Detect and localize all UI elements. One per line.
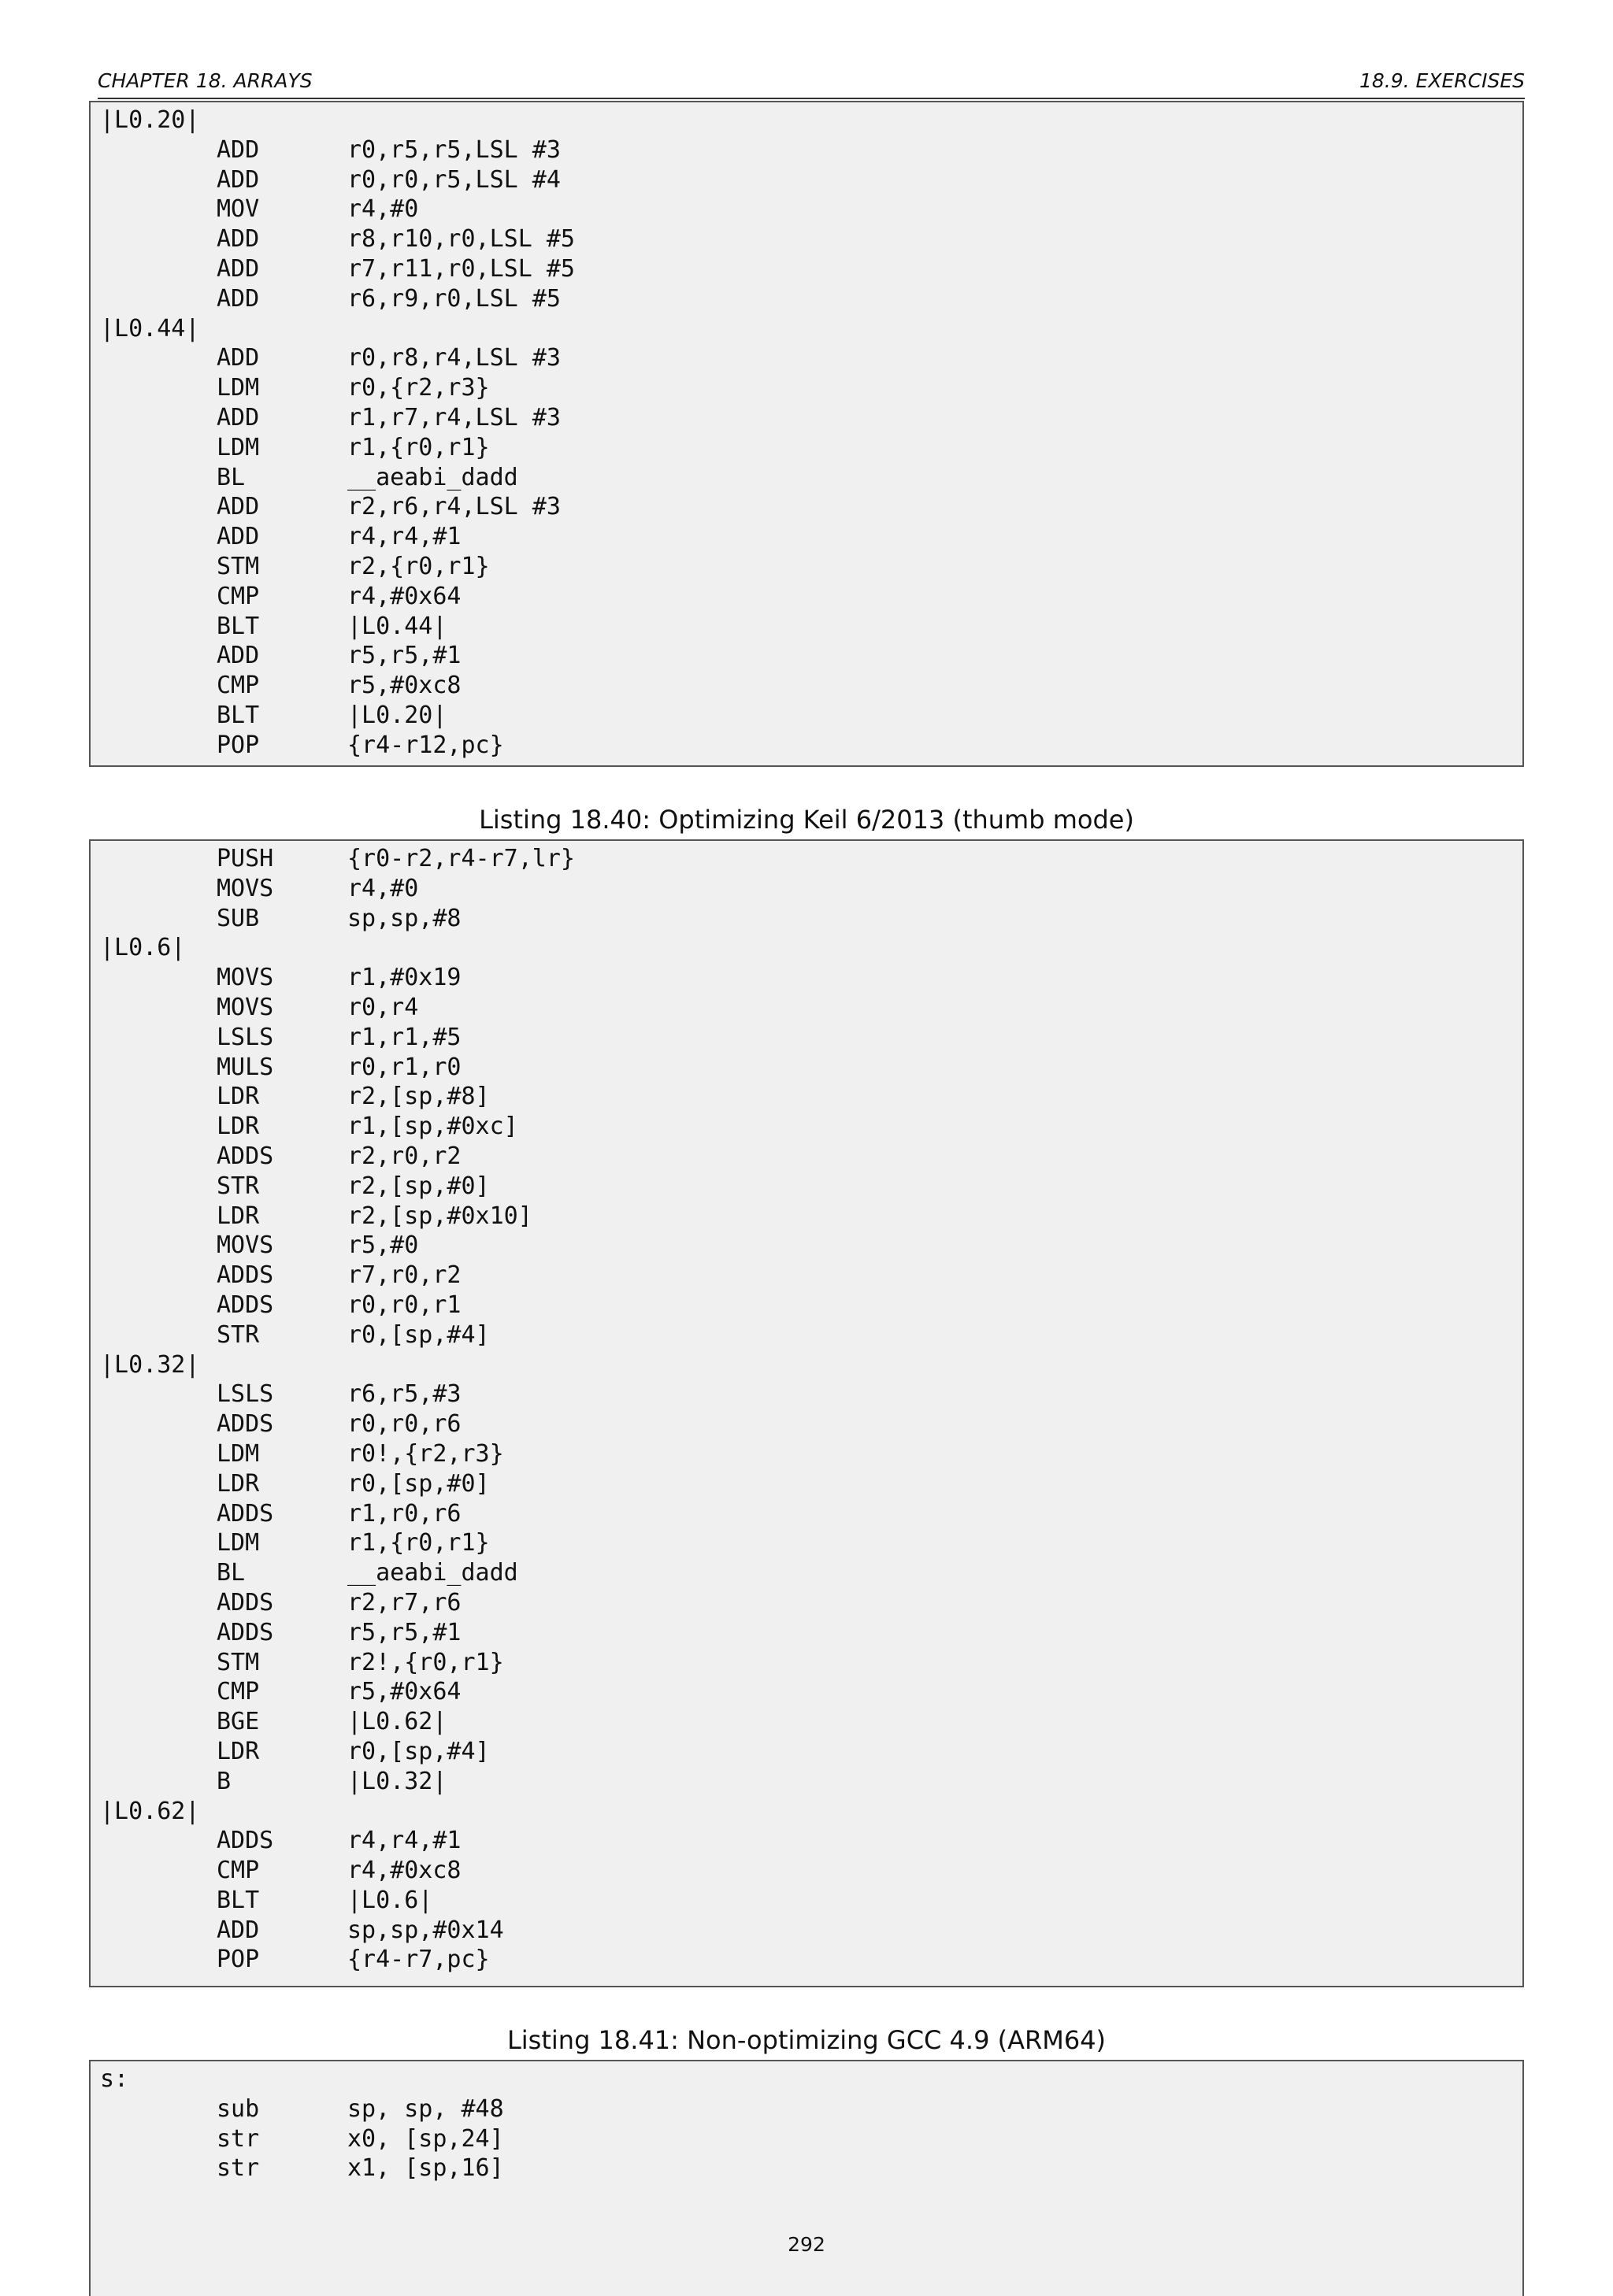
mnemonic: STM	[217, 552, 260, 580]
mnemonic: ADD	[217, 135, 260, 164]
mnemonic: LDR	[217, 1737, 260, 1765]
code-line	[100, 1053, 1522, 1083]
operands: r0,r0,r1	[347, 1291, 462, 1319]
mnemonic: ADDS	[217, 1261, 274, 1290]
mnemonic: CMP	[217, 672, 260, 700]
operands: r5,#0x64	[347, 1678, 462, 1706]
mnemonic: BLT	[217, 612, 260, 640]
mnemonic: STM	[217, 1648, 260, 1676]
code-line	[100, 1261, 1522, 1291]
code-line	[100, 1379, 1522, 1409]
mnemonic: str	[217, 2154, 260, 2183]
mnemonic: LDM	[217, 374, 260, 402]
code-line	[100, 1737, 1522, 1767]
operands: r0,[sp,#4]	[347, 1737, 490, 1765]
code-line	[100, 993, 1522, 1023]
mnemonic: MOVS	[217, 874, 274, 902]
mnemonic: LDM	[217, 433, 260, 461]
operands: r5,r5,#1	[347, 1618, 462, 1646]
label-text: |L0.32|	[100, 1350, 200, 1379]
mnemonic: sub	[217, 2094, 260, 2123]
code-line	[100, 874, 1522, 904]
mnemonic: ADDS	[217, 1827, 274, 1855]
chapter-title: CHAPTER 18. ARRAYS	[98, 69, 313, 92]
mnemonic: CMP	[217, 1678, 260, 1706]
mnemonic: ADDS	[217, 1410, 274, 1439]
mnemonic: LDR	[217, 1469, 260, 1498]
operands: r5,#0xc8	[347, 672, 462, 700]
code-label	[100, 106, 1522, 135]
code-line	[100, 373, 1522, 403]
operands: r8,r10,r0,LSL #5	[347, 225, 575, 254]
mnemonic: ADD	[217, 523, 260, 551]
operands: r4,#0x64	[347, 582, 462, 610]
operands: r2,{r0,r1}	[347, 552, 490, 580]
code-listing-arm64	[89, 2060, 1524, 2296]
code-line	[100, 1202, 1522, 1231]
operands: r0,r8,r4,LSL #3	[347, 344, 561, 372]
section-title: 18.9. EXERCISES	[1359, 69, 1525, 92]
operands: r2,[sp,#8]	[347, 1083, 490, 1111]
mnemonic: ADDS	[217, 1618, 274, 1646]
mnemonic: str	[217, 2124, 260, 2153]
operands: r2,[sp,#0]	[347, 1172, 490, 1200]
operands: r6,r9,r0,LSL #5	[347, 284, 561, 313]
code-line	[100, 1231, 1522, 1261]
code-line	[100, 135, 1522, 165]
listing-caption-18-40: Listing 18.40: Optimizing Keil 6/2013 (thumb mode)	[479, 805, 1134, 835]
operands: r4,r4,#1	[347, 523, 462, 551]
operands: r0,r5,r5,LSL #3	[347, 135, 561, 164]
label-text: s:	[100, 2065, 129, 2093]
code-line	[100, 1469, 1522, 1499]
code-line	[100, 1826, 1522, 1856]
mnemonic: BL	[217, 1559, 246, 1587]
code-line	[100, 343, 1522, 373]
mnemonic: ADD	[217, 403, 260, 431]
listing-caption-18-41: Listing 18.41: Non-optimizing GCC 4.9 (ARM64)	[506, 2025, 1107, 2055]
code-line	[100, 165, 1522, 195]
code-listing-arm	[89, 101, 1524, 767]
mnemonic: LDR	[217, 1202, 260, 1230]
mnemonic: CMP	[217, 1857, 260, 1885]
operands: sp,sp,#8	[347, 904, 462, 932]
label-text: |L0.44|	[100, 314, 200, 343]
mnemonic: LSLS	[217, 1023, 274, 1051]
operands: {r4-r7,pc}	[347, 1946, 490, 1974]
mnemonic: ADDS	[217, 1588, 274, 1616]
label-text: |L0.6|	[100, 934, 186, 962]
code-line	[100, 701, 1522, 731]
operands: r1,{r0,r1}	[347, 1529, 490, 1557]
label-text: |L0.20|	[100, 106, 200, 134]
code-line	[100, 1558, 1522, 1588]
operands: r1,r7,r4,LSL #3	[347, 403, 561, 431]
code-line	[100, 194, 1522, 224]
operands: r2,r7,r6	[347, 1588, 462, 1616]
mnemonic: POP	[217, 731, 260, 759]
operands: r6,r5,#3	[347, 1380, 462, 1409]
operands: x0, [sp,24]	[347, 2124, 504, 2153]
operands: |L0.20|	[347, 701, 447, 729]
code-line	[100, 1172, 1522, 1202]
mnemonic: POP	[217, 1946, 260, 1974]
mnemonic: ADDS	[217, 1142, 274, 1170]
code-line	[100, 433, 1522, 463]
code-line	[100, 284, 1522, 314]
operands: r4,#0	[347, 195, 419, 224]
code-line	[100, 612, 1522, 642]
code-line	[100, 1677, 1522, 1707]
operands: r0,r0,r5,LSL #4	[347, 165, 561, 194]
mnemonic: BLT	[217, 1886, 260, 1914]
code-line	[100, 1499, 1522, 1529]
mnemonic: LSLS	[217, 1380, 274, 1409]
operands: r5,r5,#1	[347, 642, 462, 670]
operands: r0,[sp,#0]	[347, 1469, 490, 1498]
mnemonic: STR	[217, 1320, 260, 1349]
code-line	[100, 1886, 1522, 1916]
code-line	[100, 2153, 1522, 2183]
code-label	[100, 314, 1522, 344]
code-line	[100, 2094, 1522, 2124]
code-line	[100, 1320, 1522, 1350]
code-line	[100, 1648, 1522, 1678]
code-label	[100, 2065, 1522, 2094]
operands: |L0.32|	[347, 1767, 447, 1795]
operands: |L0.6|	[347, 1886, 433, 1914]
code-line	[100, 2124, 1522, 2154]
code-line	[100, 844, 1522, 874]
code-line	[100, 1707, 1522, 1737]
mnemonic: BLT	[217, 701, 260, 729]
mnemonic: ADD	[217, 165, 260, 194]
code-line	[100, 522, 1522, 552]
code-listing-thumb	[89, 839, 1524, 1987]
code-line	[100, 463, 1522, 493]
mnemonic: LDR	[217, 1083, 260, 1111]
operands: sp,sp,#0x14	[347, 1916, 504, 1944]
mnemonic: SUB	[217, 904, 260, 932]
operands: r2,r0,r2	[347, 1142, 462, 1170]
mnemonic: ADDS	[217, 1291, 274, 1319]
operands: r2,r6,r4,LSL #3	[347, 493, 561, 521]
mnemonic: MULS	[217, 1053, 274, 1081]
code-label	[100, 1797, 1522, 1827]
code-line	[100, 904, 1522, 934]
mnemonic: MOV	[217, 195, 260, 224]
code-line	[100, 1916, 1522, 1946]
mnemonic: ADD	[217, 254, 260, 283]
operands: |L0.62|	[347, 1708, 447, 1736]
code-line	[100, 641, 1522, 671]
code-line	[100, 1409, 1522, 1439]
operands: r2!,{r0,r1}	[347, 1648, 504, 1676]
operands: r1,r1,#5	[347, 1023, 462, 1051]
page-header	[98, 69, 1525, 99]
label-text: |L0.62|	[100, 1797, 200, 1825]
code-line	[100, 254, 1522, 284]
code-line	[100, 1112, 1522, 1142]
mnemonic: ADD	[217, 225, 260, 254]
operands: r4,#0xc8	[347, 1857, 462, 1885]
code-line	[100, 731, 1522, 761]
operands: r2,[sp,#0x10]	[347, 1202, 532, 1230]
code-line	[100, 1945, 1522, 1975]
mnemonic: BL	[217, 463, 246, 491]
mnemonic: MOVS	[217, 993, 274, 1021]
operands: x1, [sp,16]	[347, 2154, 504, 2183]
code-line	[100, 671, 1522, 701]
code-line	[100, 963, 1522, 993]
operands: {r4-r12,pc}	[347, 731, 504, 759]
code-line	[100, 492, 1522, 522]
code-line	[100, 1856, 1522, 1886]
code-line	[100, 1142, 1522, 1172]
operands: r1,#0x19	[347, 964, 462, 992]
operands: r1,[sp,#0xc]	[347, 1113, 518, 1141]
code-line	[100, 1439, 1522, 1469]
code-line	[100, 1082, 1522, 1112]
mnemonic: ADD	[217, 642, 260, 670]
operands: r0,[sp,#4]	[347, 1320, 490, 1349]
operands: r5,#0	[347, 1231, 419, 1260]
code-line	[100, 582, 1522, 612]
mnemonic: BGE	[217, 1708, 260, 1736]
code-label	[100, 933, 1522, 963]
code-label	[100, 1350, 1522, 1380]
mnemonic: ADD	[217, 493, 260, 521]
mnemonic: ADDS	[217, 1499, 274, 1528]
operands: r0,{r2,r3}	[347, 374, 490, 402]
code-line	[100, 224, 1522, 254]
code-line	[100, 1618, 1522, 1648]
operands: {r0-r2,r4-r7,lr}	[347, 845, 575, 872]
mnemonic: ADD	[217, 1916, 260, 1944]
operands: r0,r4	[347, 993, 419, 1021]
operands: r4,r4,#1	[347, 1827, 462, 1855]
code-line	[100, 1528, 1522, 1558]
operands: |L0.44|	[347, 612, 447, 640]
operands: __aeabi_dadd	[347, 463, 518, 491]
code-line	[100, 403, 1522, 433]
code-line	[100, 1291, 1522, 1320]
operands: r1,{r0,r1}	[347, 433, 490, 461]
mnemonic: MOVS	[217, 964, 274, 992]
operands: r4,#0	[347, 874, 419, 902]
mnemonic: LDR	[217, 1113, 260, 1141]
operands: r7,r0,r2	[347, 1261, 462, 1290]
operands: r7,r11,r0,LSL #5	[347, 254, 575, 283]
code-line	[100, 1588, 1522, 1618]
code-line	[100, 1023, 1522, 1053]
mnemonic: CMP	[217, 582, 260, 610]
operands: r0,r0,r6	[347, 1410, 462, 1439]
mnemonic: MOVS	[217, 1231, 274, 1260]
mnemonic: PUSH	[217, 845, 274, 872]
operands: __aeabi_dadd	[347, 1559, 518, 1587]
mnemonic: ADD	[217, 284, 260, 313]
page-number: 292	[788, 2233, 825, 2256]
mnemonic: LDM	[217, 1439, 260, 1468]
mnemonic: LDM	[217, 1529, 260, 1557]
operands: r0,r1,r0	[347, 1053, 462, 1081]
code-line	[100, 1767, 1522, 1797]
operands: r1,r0,r6	[347, 1499, 462, 1528]
operands: r0!,{r2,r3}	[347, 1439, 504, 1468]
code-line	[100, 552, 1522, 582]
mnemonic: ADD	[217, 344, 260, 372]
mnemonic: B	[217, 1767, 232, 1795]
operands: sp, sp, #48	[347, 2094, 504, 2123]
mnemonic: STR	[217, 1172, 260, 1200]
